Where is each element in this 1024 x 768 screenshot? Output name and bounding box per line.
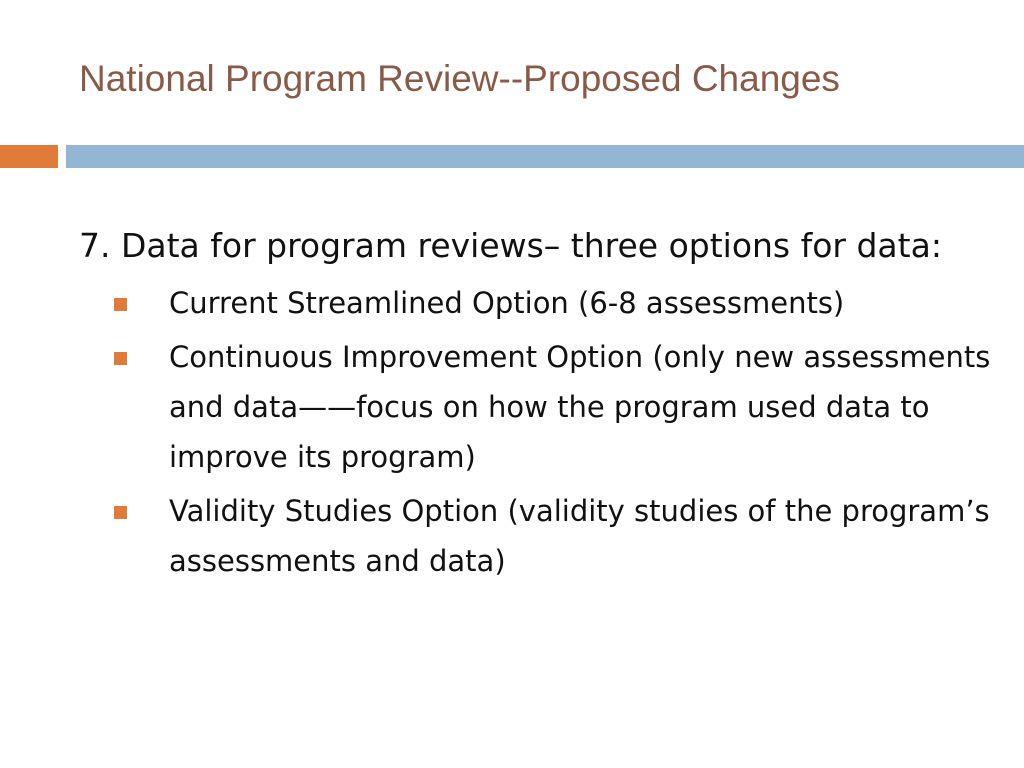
slide-title: National Program Review--Proposed Changes [79,58,840,99]
slide-body [79,222,1009,590]
bullet-list [79,278,1009,586]
square-bullet-icon [114,352,127,365]
bullet-text: Validity Studies Option (validity studies of the program’s assessments and data) [169,494,990,578]
square-bullet-icon [114,298,127,311]
bullet-item [79,486,1009,586]
title-divider-bar [66,145,1024,168]
bullet-item [79,332,1009,482]
bullet-item [79,278,1009,328]
main-point: 7. Data for program reviews– three options for data: [79,226,942,265]
bullet-text: Continuous Improvement Option (only new assessments and data——focus on how the program used data to improve its program) [169,340,991,474]
square-bullet-icon [114,506,127,519]
accent-bar [0,145,58,168]
bullet-text: Current Streamlined Option (6-8 assessments) [169,286,845,320]
